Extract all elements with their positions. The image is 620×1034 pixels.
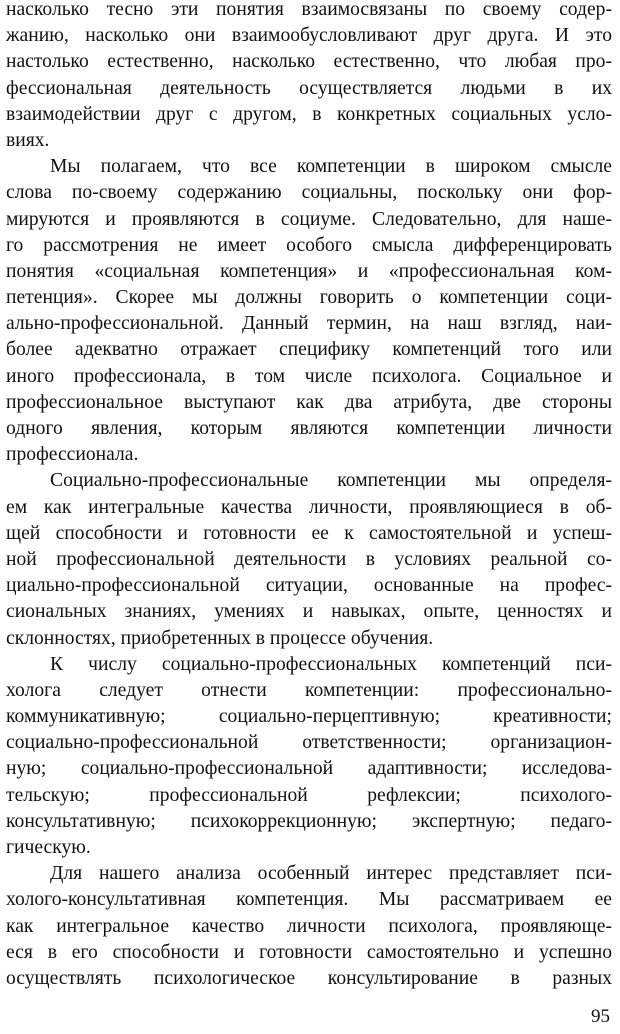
text-line: петенция». Скорее мы должны говорить о компетенции соци- — [6, 287, 612, 309]
text-line: иного профессионала, в том числе психолога. Социальное и — [6, 365, 612, 387]
text-line: склонностях, приобретенных в процессе обучения. — [6, 627, 434, 649]
text-line: сиональных знаниях, умениях и навыках, опыте, ценностях и — [6, 601, 612, 623]
text-line: слова по‑своему содержанию социальны, поскольку они фор- — [6, 182, 612, 204]
text-line: виях. — [6, 129, 50, 151]
text-line: понятия «социальная компетенция» и «профессиональная ком- — [6, 260, 612, 282]
text-line: как интегральное качество личности психолога, проявляюще- — [6, 915, 612, 937]
text-line: социально-профессиональной ответственности; организацион- — [6, 732, 612, 754]
page-body-text — [6, 0, 612, 992]
text-line: К числу социально-профессиональных компетенций пси- — [50, 653, 612, 675]
text-line: ем как интегральные качества личности, проявляющиеся в об- — [6, 496, 612, 518]
text-line: насколько тесно эти понятия взаимосвязаны по своему содер- — [6, 0, 612, 20]
text-line: консультативную; психокоррекционную; экспертную; педаго- — [6, 810, 612, 832]
text-line: настолько естественно, насколько естественно, что любая про- — [6, 51, 612, 73]
text-line: фессиональная деятельность осуществляется людьми в их — [6, 77, 612, 99]
text-line: профессиональное выступают как два атрибута, две стороны — [6, 391, 612, 413]
text-line: холога следует отнести компетенции: профессионально- — [6, 679, 612, 701]
text-line: ную; социально-профессиональной адаптивности; исследова- — [6, 758, 612, 780]
text-line: Социально-профессиональные компетенции мы определя- — [50, 470, 612, 492]
text-line: профессионала. — [6, 444, 139, 466]
text-line: осуществлять психологическое консультирование в разных — [6, 967, 612, 989]
text-line: гическую. — [6, 837, 91, 858]
text-line: мируются и проявляются в социуме. Следовательно, для наше- — [6, 208, 612, 230]
text-line: одного явления, которым являются компетенции личности — [6, 418, 612, 439]
text-line: холого-консультативная компетенция. Мы рассматриваем ее — [6, 889, 612, 911]
text-line: го рассмотрения не имеет особого смысла дифференцировать — [6, 234, 612, 256]
text-line: еся в его способности и готовности самостоятельно и успешно — [6, 941, 612, 963]
text-line: жанию, насколько они взаимообусловливают друг друга. И это — [6, 25, 612, 47]
text-line: циально-профессиональной ситуации, основанные на профес- — [6, 575, 612, 597]
text-line: взаимодействии друг с другом, в конкретных социальных усло- — [6, 103, 612, 125]
text-line: Для нашего анализа особенный интерес представляет пси- — [50, 863, 612, 885]
text-line: Мы полагаем, что все компетенции в широком смысле — [50, 156, 612, 178]
text-line: коммуникативную; социально-перцептивную; креативности; — [6, 706, 612, 728]
text-line: ально-профессиональной. Данный термин, на наш взгляд, наи- — [6, 313, 612, 335]
text-line: ной профессиональной деятельности в условиях реальной со- — [6, 548, 612, 570]
text-line: более адекватно отражает специфику компетенций того или — [6, 339, 612, 361]
text-line: тельскую; профессиональной рефлексии; психолого- — [6, 784, 612, 806]
page-number: 95 — [591, 1006, 610, 1027]
text-line: щей способности и готовности ее к самостоятельной и успеш- — [6, 522, 612, 544]
